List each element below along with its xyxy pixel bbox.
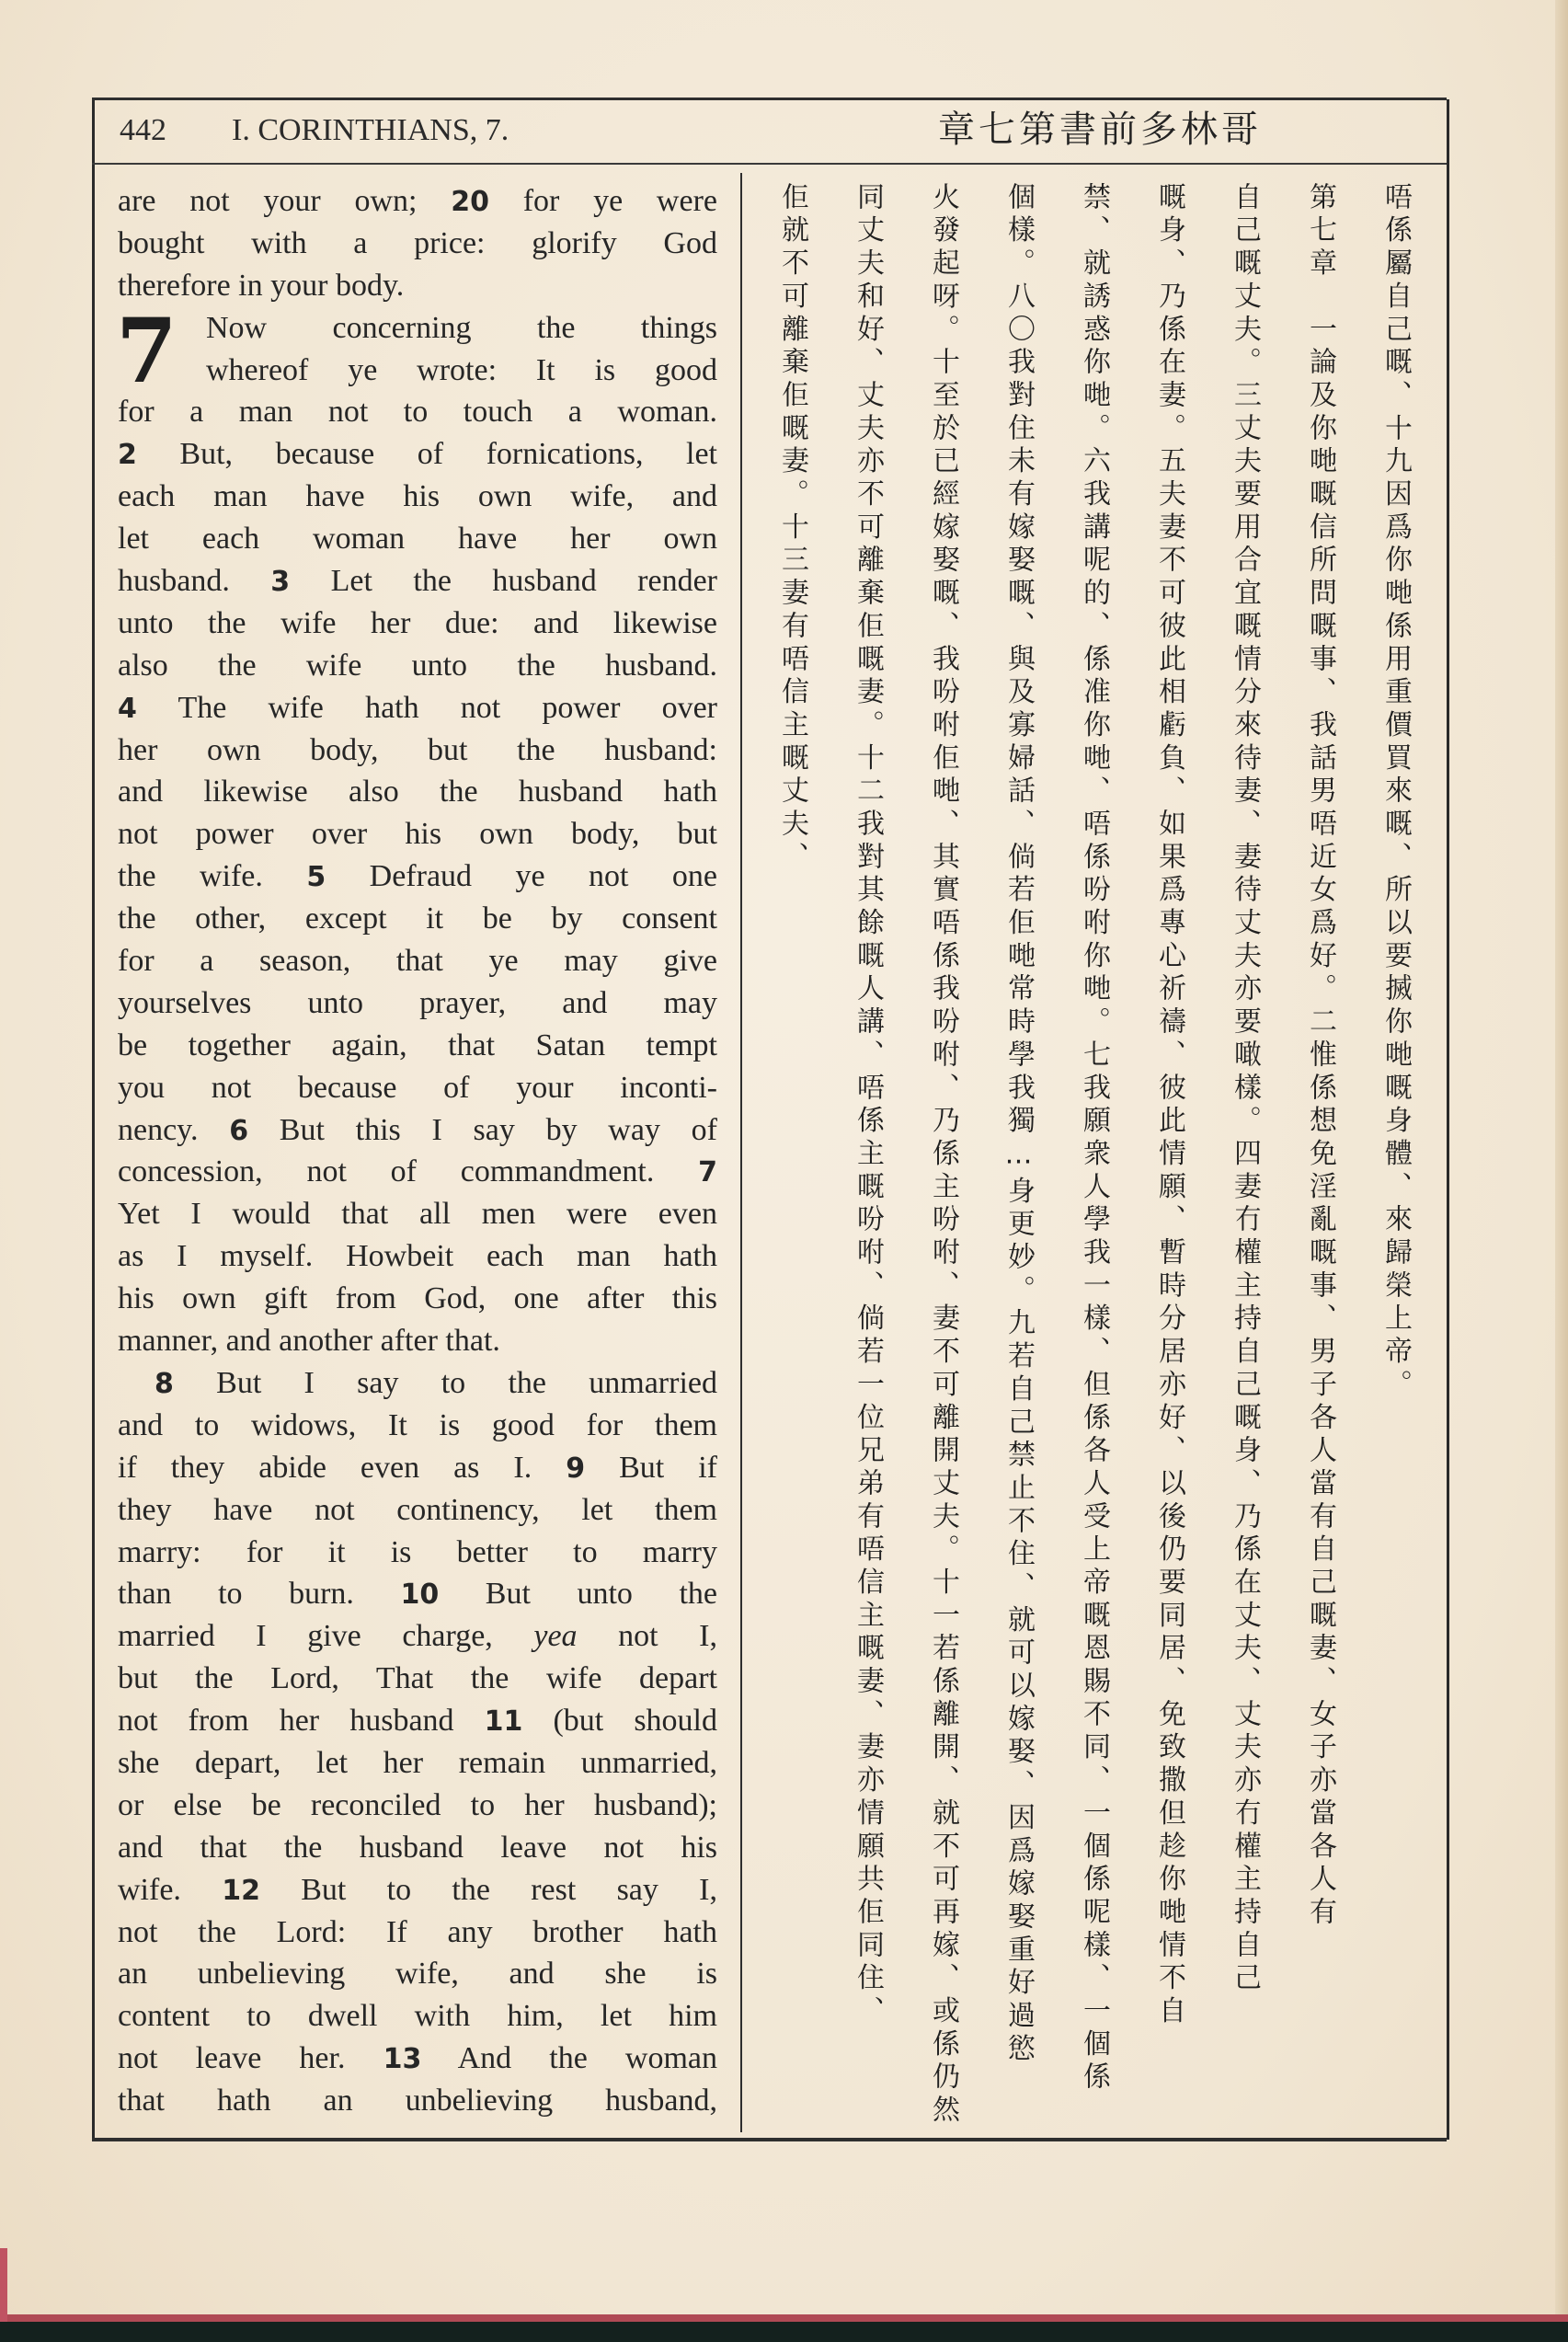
english-line (118, 1320, 717, 1362)
text-run: Let the husband render (290, 564, 717, 599)
english-line (118, 1869, 717, 1911)
text-run: are not your own; (118, 184, 452, 218)
page-edge (1555, 0, 1568, 2342)
text-run: not power over his own body, but (118, 817, 717, 852)
english-line (118, 1573, 717, 1615)
english-line (118, 1532, 717, 1574)
text-run: manner, and another after that. (118, 1324, 500, 1359)
chinese-column: 唔係屬自己嘅、〸九因爲你哋係用重價買來嘅、所以要搣你哋嘅身體、來歸榮上帝。 (1379, 182, 1412, 1403)
text-run: than to burn. (118, 1577, 401, 1612)
english-line (118, 1827, 717, 1869)
text-run: an unbelieving wife, and she is (118, 1957, 717, 1992)
text-run: and likewise also the husband hath (118, 775, 717, 809)
english-line (118, 1447, 717, 1489)
english-line (118, 307, 717, 350)
english-line (118, 603, 717, 645)
text-run: The wife hath not power over (136, 690, 717, 725)
text-run: Defraud ye not one (326, 859, 717, 894)
text-run: her own body, but the husband: (118, 732, 717, 767)
english-line (118, 476, 717, 518)
verse-number: 7 (698, 1156, 717, 1189)
chinese-column: 禁、就誘惑你哋。六我講呢的、係准你哋、唔係吩咐你哋。七我願衆人學我一樣、但係各人受上帝嘅恩賜不同、一個係呢樣、一個係 (1078, 182, 1110, 2095)
verse-number: 12 (222, 1874, 260, 1907)
verse-number: 5 (306, 861, 326, 894)
english-line (118, 1151, 717, 1193)
english-line (118, 560, 717, 603)
book-cover-edge (0, 2314, 1568, 2322)
verse-number: 11 (484, 1705, 523, 1739)
text-run: And the woman (421, 2041, 717, 2076)
verse-number: 2 (118, 439, 137, 472)
running-head-chinese: 章七第書前多林哥 (938, 109, 1262, 151)
english-line (118, 391, 717, 433)
text-run: But, because of fornications, let (136, 437, 717, 472)
text-run: the other, except it be by consent (118, 901, 717, 936)
text-run: not I, (577, 1619, 717, 1654)
english-line (118, 1278, 717, 1320)
english-line (118, 771, 717, 813)
english-line (118, 982, 717, 1025)
english-text-column (118, 180, 717, 2122)
english-line (118, 1193, 717, 1235)
text-run: not leave her. (118, 2041, 383, 2076)
running-head-english: I. CORINTHIANS, 7. (232, 113, 509, 147)
english-line (118, 1405, 717, 1447)
verse-number: 9 (566, 1452, 586, 1485)
text-run: But if (585, 1450, 717, 1485)
text-run: they have not continency, let them (118, 1492, 717, 1527)
english-line (118, 1953, 717, 1995)
text-run: unto the wife her due: and likewise (118, 605, 717, 640)
text-run: she depart, let her remain unmarried, (118, 1745, 717, 1780)
english-line (118, 1658, 717, 1700)
english-line (118, 518, 717, 560)
english-line (118, 1911, 717, 1954)
column-divider (740, 173, 742, 2132)
chinese-column: 同丈夫和好、丈夫亦不可離棄佢嘅妻。十二我對其餘嘅人講、唔係主嘅吩咐、倘若一位兄弟有唔信主嘅妻、妻亦情願共佢同住、 (852, 182, 884, 2029)
text-run: But to the rest say I, (259, 1872, 717, 1907)
text-run: each man have his own wife, and (118, 479, 717, 514)
english-line (118, 1742, 717, 1785)
text-run: But this I say by way of (248, 1112, 717, 1147)
text-run: But I say to the unmarried (173, 1365, 717, 1400)
verse-number: 4 (118, 692, 137, 725)
chinese-text-area (752, 182, 1433, 2128)
english-line (118, 1109, 717, 1152)
chinese-column: 佢就不可離棄佢嘅妻。十三妻有唔信主嘅丈夫、 (776, 182, 808, 875)
chinese-column: 個樣。八〇我對住未有嫁娶嘅、與及寡婦話、倘若佢哋常時學我獨…身更妙。九若自己禁止不住、就可以嫁娶、因爲嫁娶重好過慾 (1002, 182, 1035, 2067)
text-run: whereof ye wrote: It is good (206, 352, 717, 387)
text-run: therefore in your body. (118, 268, 405, 303)
text-run: marry: for it is better to marry (118, 1534, 717, 1569)
english-line (118, 645, 717, 687)
text-run: his own gift from God, one after this (118, 1281, 717, 1316)
english-line (118, 687, 717, 729)
english-line (118, 1700, 717, 1742)
english-line (118, 265, 717, 307)
text-run: and to widows, It is good for them (118, 1407, 717, 1442)
verse-number: 10 (400, 1579, 440, 1612)
text-run: for ye were (488, 184, 717, 218)
chinese-column: 第七章 一論及你哋嘅信所問嘅事、我話男唔近女爲好。二惟係想免淫亂嘅事、男子各人當有自己嘅妻、女子亦當各人有 (1304, 182, 1336, 1930)
english-line (118, 1489, 717, 1532)
english-line (118, 813, 717, 855)
text-run: concession, not of commandment. (118, 1154, 699, 1189)
text-run: be together again, that Satan tempt (118, 1027, 717, 1062)
english-line (118, 433, 717, 476)
english-line (118, 1785, 717, 1827)
text-run: also the wife unto the husband. (118, 648, 717, 683)
english-line (118, 729, 717, 772)
text-run: if they abide even as I. (118, 1450, 567, 1485)
text-run: for a season, that ye may give (118, 944, 717, 979)
english-line (118, 2080, 717, 2122)
chinese-column: 嘅身、乃係在妻。五夫妻不可彼此相虧負、如果爲專心祈禱、彼此情願、暫時分居亦好、以後仍要同居、免致撒但趁你哋情不自 (1153, 182, 1185, 2029)
english-line (118, 350, 717, 392)
english-line (118, 1615, 717, 1658)
english-line (118, 1235, 717, 1278)
top-rule (92, 98, 1447, 100)
english-line (118, 940, 717, 982)
text-run: Yet I would that all men were even (118, 1197, 717, 1232)
verse-number: 8 (155, 1367, 174, 1400)
text-run: not from her husband (118, 1704, 485, 1739)
text-run: married I give charge, (118, 1619, 534, 1654)
text-run: but the Lord, That the wife depart (118, 1661, 717, 1696)
text-run: the wife. (118, 859, 307, 894)
english-line (118, 2038, 717, 2080)
text-run: Now concerning the things (206, 310, 717, 345)
text-run: for a man not to touch a woman. (118, 395, 717, 430)
text-run: nency. (118, 1112, 230, 1147)
verse-number: 6 (229, 1114, 249, 1147)
english-line (118, 855, 717, 898)
text-run: that hath an unbelieving husband, (118, 2084, 717, 2118)
table-surface (0, 2322, 1568, 2342)
verse-number: 3 (270, 566, 291, 599)
text-run: But unto the (439, 1577, 717, 1612)
verse-number: 13 (383, 2043, 422, 2076)
text-run: you not because of your inconti- (118, 1070, 717, 1105)
chinese-column: 火發起呀。十至於已經嫁娶嘅、我吩咐佢哋、其實唔係我吩咐、乃係主吩咐、妻不可離開丈夫。十一若係離開、就不可再嫁、或係仍然 (927, 182, 959, 2128)
text-run: or else be reconciled to her husband); (118, 1787, 717, 1822)
italic-word: yea (533, 1619, 578, 1654)
text-run: yourselves unto prayer, and may (118, 985, 717, 1020)
text-run: husband. (118, 564, 271, 599)
text-run: not the Lord: If any brother hath (118, 1914, 717, 1949)
english-line (118, 1067, 717, 1109)
english-line (118, 180, 717, 223)
text-run: (but should (522, 1704, 717, 1739)
header-rule (92, 163, 1447, 165)
text-run: bought with a price: glorify God (118, 225, 717, 260)
text-run: wife. (118, 1872, 223, 1907)
chapter-number: 7 (116, 299, 177, 403)
book-cover-corner (0, 2248, 7, 2322)
english-line (118, 898, 717, 940)
verse-number: 20 (451, 186, 489, 218)
text-run: let each woman have her own (118, 522, 717, 557)
english-line (118, 223, 717, 265)
english-line (118, 1995, 717, 2038)
english-line (118, 1362, 717, 1405)
text-run: content to dwell with him, let him (118, 1999, 717, 2034)
text-run: as I myself. Howbeit each man hath (118, 1239, 717, 1274)
chinese-column: 自己嘅丈夫。三丈夫要用合宜嘅情分來待妻、妻待丈夫亦要噉樣。四妻冇權主持自己嘅身、乃係在丈夫、丈夫亦冇權主持自己 (1229, 182, 1261, 1996)
bottom-rule (92, 2138, 1447, 2141)
text-run: and that the husband leave not his (118, 1830, 717, 1865)
english-line (118, 1025, 717, 1067)
page-number: 442 (120, 113, 166, 147)
